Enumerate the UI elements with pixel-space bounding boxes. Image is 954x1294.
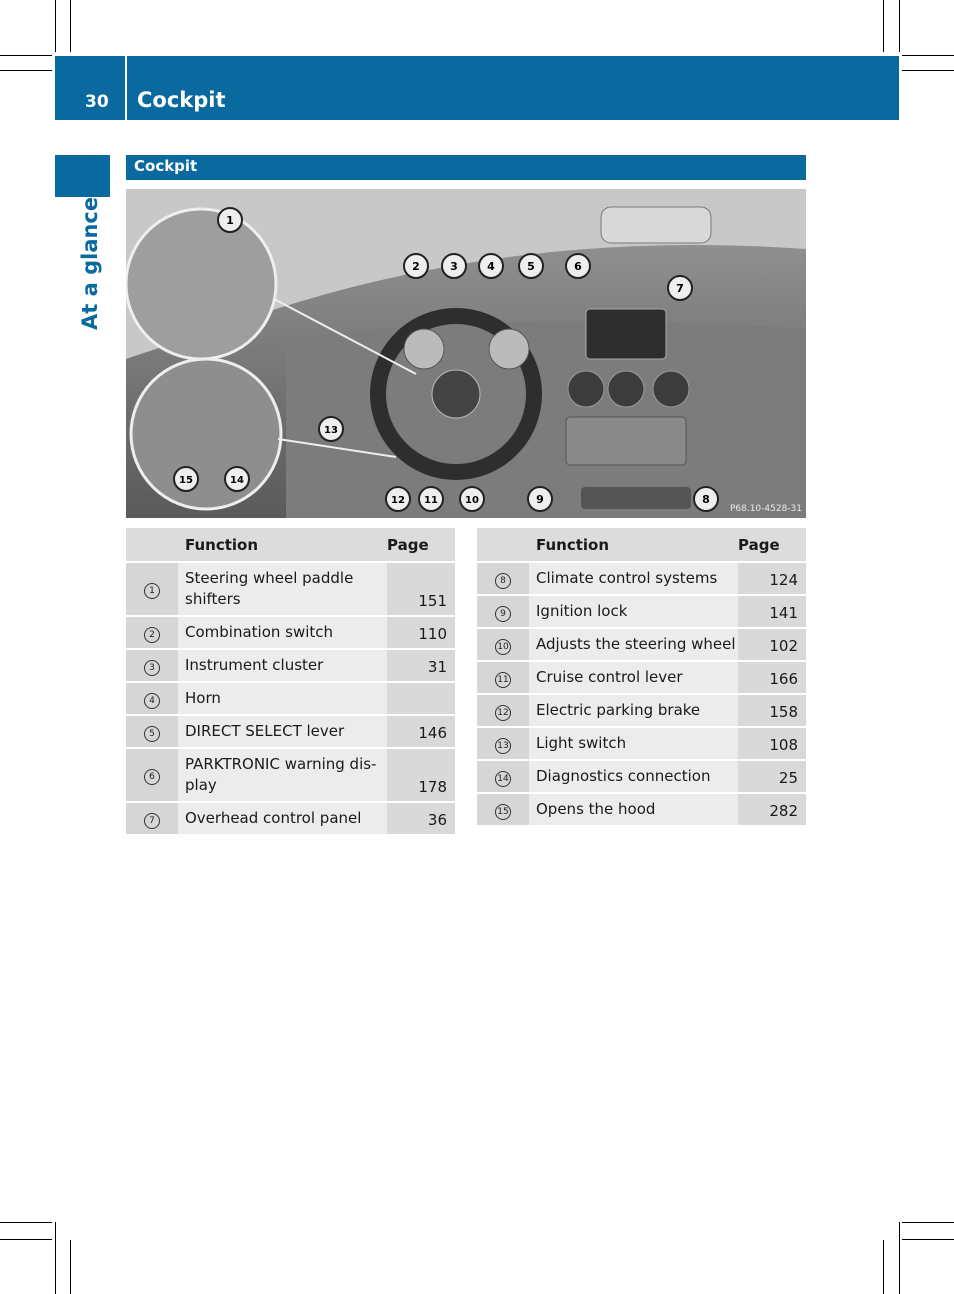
row-number xyxy=(477,694,529,727)
function-text: Horn xyxy=(185,689,221,707)
callout-5 xyxy=(519,254,543,278)
callout-number: 11 xyxy=(495,672,511,688)
row-number xyxy=(477,595,529,628)
row-page: 146 xyxy=(387,715,455,748)
table-row xyxy=(477,727,806,760)
steering-hub xyxy=(432,370,480,418)
callout-number: 2 xyxy=(144,627,160,643)
svg-text:10: 10 xyxy=(465,495,479,506)
crop-mark xyxy=(55,1222,56,1294)
crop-mark xyxy=(902,70,954,71)
climate-panel xyxy=(581,487,691,509)
function-text: Overhead control panel xyxy=(185,809,362,827)
row-number xyxy=(477,562,529,595)
svg-text:3: 3 xyxy=(450,260,458,273)
row-number xyxy=(126,802,178,835)
row-page: 166 xyxy=(738,661,806,694)
rear-view-mirror xyxy=(601,207,711,243)
callout-number: 4 xyxy=(144,693,160,709)
header-number xyxy=(126,528,178,562)
function-text: Light switch xyxy=(536,734,627,752)
function-text: Ignition lock xyxy=(536,602,628,620)
table-header-row xyxy=(477,528,806,562)
gauge xyxy=(489,329,529,369)
callout-number: 8 xyxy=(495,573,511,589)
svg-text:12: 12 xyxy=(391,495,405,506)
row-page: 282 xyxy=(738,793,806,826)
row-function xyxy=(178,562,387,616)
table-row xyxy=(477,694,806,727)
air-vent xyxy=(608,371,644,407)
row-page: 151 xyxy=(387,562,455,616)
function-text: Diagnostics connection xyxy=(536,767,711,785)
function-text: Opens the hood xyxy=(536,800,656,818)
air-vent xyxy=(653,371,689,407)
row-number xyxy=(126,715,178,748)
callout-4 xyxy=(479,254,503,278)
header-page: Page xyxy=(738,528,806,562)
table-row xyxy=(477,595,806,628)
row-function xyxy=(529,793,738,826)
chapter-label: At a glance xyxy=(78,196,102,330)
svg-text:1: 1 xyxy=(226,214,234,227)
callout-3 xyxy=(442,254,466,278)
callout-14 xyxy=(225,467,249,491)
row-number xyxy=(477,727,529,760)
callout-number: 10 xyxy=(495,639,511,655)
row-function xyxy=(178,649,387,682)
callout-13 xyxy=(319,417,343,441)
row-function xyxy=(529,562,738,595)
page-number: 30 xyxy=(85,92,109,112)
svg-text:11: 11 xyxy=(424,495,438,506)
table-row xyxy=(477,793,806,826)
table-body xyxy=(477,562,806,826)
callout-8 xyxy=(694,487,718,511)
detail-inset xyxy=(126,209,276,359)
row-function xyxy=(178,616,387,649)
row-page: 108 xyxy=(738,727,806,760)
row-function xyxy=(529,694,738,727)
function-table-right xyxy=(477,528,806,827)
function-text: Combination switch xyxy=(185,623,334,641)
svg-text:13: 13 xyxy=(324,425,338,436)
svg-text:6: 6 xyxy=(574,260,582,273)
callout-6 xyxy=(566,254,590,278)
row-function xyxy=(178,802,387,835)
function-text: DIRECT SELECT lever xyxy=(185,722,345,740)
row-function xyxy=(529,628,738,661)
header-function: Function xyxy=(529,528,738,562)
svg-text:5: 5 xyxy=(527,260,535,273)
table-row xyxy=(126,616,455,649)
table-row xyxy=(477,562,806,595)
row-number xyxy=(126,649,178,682)
cockpit-illustration xyxy=(126,189,806,518)
svg-text:2: 2 xyxy=(412,260,420,273)
table-row xyxy=(126,562,455,616)
table-row xyxy=(126,802,455,835)
crop-mark xyxy=(883,0,884,52)
callout-number: 14 xyxy=(495,771,511,787)
svg-text:15: 15 xyxy=(179,475,193,486)
crop-mark xyxy=(0,55,52,56)
crop-mark xyxy=(902,1239,954,1240)
row-page xyxy=(387,682,455,715)
air-vent xyxy=(568,371,604,407)
callout-11 xyxy=(419,487,443,511)
table-row xyxy=(126,715,455,748)
side-tab xyxy=(55,155,110,197)
svg-text:9: 9 xyxy=(536,493,544,506)
row-page: 102 xyxy=(738,628,806,661)
section-header xyxy=(126,155,806,180)
callout-number: 13 xyxy=(495,738,511,754)
callout-number: 7 xyxy=(144,813,160,829)
row-page: 110 xyxy=(387,616,455,649)
crop-mark xyxy=(899,1222,900,1294)
row-page: 25 xyxy=(738,760,806,793)
row-function xyxy=(178,682,387,715)
crop-mark xyxy=(902,55,954,56)
row-number xyxy=(477,760,529,793)
cockpit-drawing xyxy=(126,189,806,518)
row-page: 124 xyxy=(738,562,806,595)
table-header-row xyxy=(126,528,455,562)
row-page: 141 xyxy=(738,595,806,628)
callout-number: 15 xyxy=(495,804,511,820)
figure-code: P68.10-4528-31 xyxy=(729,504,802,514)
row-number xyxy=(126,616,178,649)
callout-number: 6 xyxy=(144,769,160,785)
header-page: Page xyxy=(387,528,455,562)
row-number xyxy=(477,793,529,826)
crop-mark xyxy=(55,0,56,52)
crop-mark xyxy=(883,1240,884,1294)
detail-inset xyxy=(131,359,281,509)
row-page: 36 xyxy=(387,802,455,835)
function-text: Adjusts the steering wheel xyxy=(536,635,736,653)
row-function xyxy=(529,661,738,694)
row-function xyxy=(529,727,738,760)
crop-mark xyxy=(70,0,71,52)
row-page: 178 xyxy=(387,748,455,802)
row-number xyxy=(126,562,178,616)
gauge xyxy=(404,329,444,369)
svg-text:7: 7 xyxy=(676,282,684,295)
row-number xyxy=(126,748,178,802)
callout-number: 3 xyxy=(144,660,160,676)
callout-number: 5 xyxy=(144,726,160,742)
function-text: PARKTRONIC warning dis- play xyxy=(185,755,377,794)
svg-text:8: 8 xyxy=(702,493,710,506)
row-page: 158 xyxy=(738,694,806,727)
callout-1 xyxy=(218,208,242,232)
crop-mark xyxy=(0,1222,52,1223)
table-row xyxy=(126,748,455,802)
callout-7 xyxy=(668,276,692,300)
row-number xyxy=(477,661,529,694)
callout-number: 12 xyxy=(495,705,511,721)
crop-mark xyxy=(0,1239,52,1240)
function-text: Climate control systems xyxy=(536,569,718,587)
callout-15 xyxy=(174,467,198,491)
display-screen xyxy=(586,309,666,359)
table-body xyxy=(126,562,455,835)
callout-9 xyxy=(528,487,552,511)
row-page: 31 xyxy=(387,649,455,682)
function-text: Steering wheel paddle shifters xyxy=(185,569,354,608)
row-number xyxy=(477,628,529,661)
table-row xyxy=(126,682,455,715)
header-function: Function xyxy=(178,528,387,562)
table-row xyxy=(126,649,455,682)
header-number xyxy=(477,528,529,562)
table-row xyxy=(477,661,806,694)
header-divider xyxy=(125,56,127,120)
row-number xyxy=(126,682,178,715)
row-function xyxy=(178,715,387,748)
section-title: Cockpit xyxy=(134,157,198,175)
center-console xyxy=(566,417,686,465)
row-function xyxy=(529,760,738,793)
table-row xyxy=(477,760,806,793)
svg-text:14: 14 xyxy=(230,475,244,486)
row-function xyxy=(529,595,738,628)
callout-2 xyxy=(404,254,428,278)
page-title: Cockpit xyxy=(137,88,226,112)
function-table-left xyxy=(126,528,455,836)
crop-mark xyxy=(902,1222,954,1223)
row-function xyxy=(178,748,387,802)
table-row xyxy=(477,628,806,661)
callout-10 xyxy=(460,487,484,511)
crop-mark xyxy=(70,1240,71,1294)
function-text: Cruise control lever xyxy=(536,668,683,686)
function-text: Electric parking brake xyxy=(536,701,701,719)
page-header xyxy=(55,56,899,120)
callout-12 xyxy=(386,487,410,511)
function-text: Instrument cluster xyxy=(185,656,324,674)
crop-mark xyxy=(899,0,900,52)
callout-number: 1 xyxy=(144,583,160,599)
svg-text:4: 4 xyxy=(487,260,495,273)
crop-mark xyxy=(0,70,52,71)
callout-number: 9 xyxy=(495,606,511,622)
